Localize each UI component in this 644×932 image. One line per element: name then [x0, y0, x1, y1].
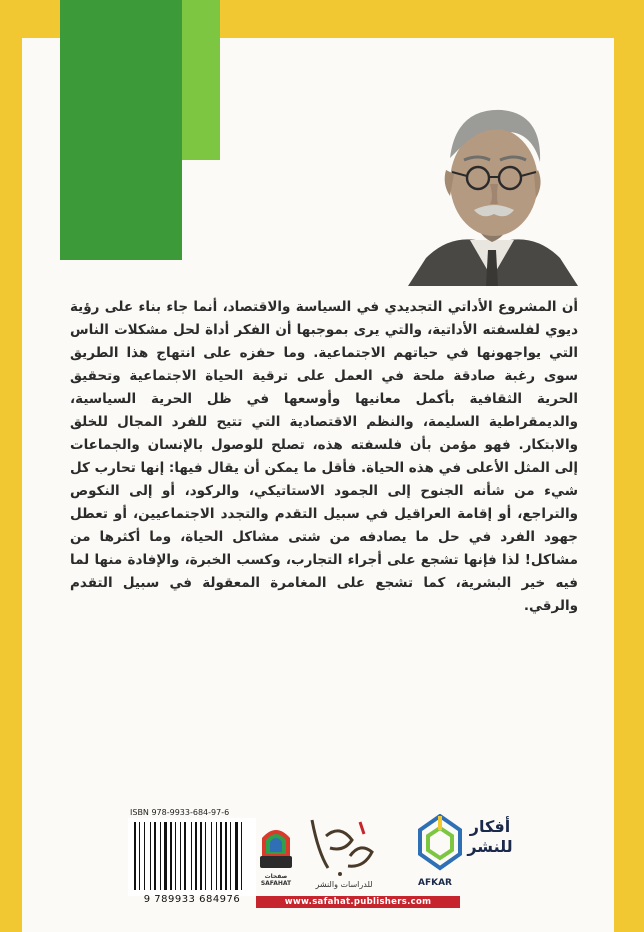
afkar-name: أفكار للنشر [467, 817, 513, 856]
barcode [128, 818, 256, 896]
safahat-logo-icon [256, 820, 296, 872]
safahat-caption [258, 873, 294, 887]
publisher-url[interactable]: www.safahat.publishers.com [256, 896, 460, 908]
green-band-dark [60, 0, 182, 260]
safahat-calligraphy-icon [300, 812, 386, 884]
safahat-caption-ar: صفحات [264, 873, 288, 880]
blurb-text: أن المشروع الأداتي التجديدي في السياسة والاقتصاد، أنما جاء بناء على رؤية ديوي لفلسفته الأداتية، والتي يرى بموجبها أن الفكر أداة لحل مشكلات الناس التي يواجهونها في حياتهم الاجتماعية. وما حفزه على انتهاج هذا الطريق سوى رغبة صادقة ملحة في العمل على ترقية الحياة الاجتماعية وتحقيق الحرية الثقافية بأكمل معانيها وأوسعها في ظل الحرية السياسية، والديمقراطية السليمة، والنظم الاقتصادية التي تتيح للفرد المجال للخلق والابتكار. فهو مؤمن بأن فلسفته هذه، تصلح للوصول بالإنسان والجماعات إلى المثل الأعلى في هذه الحياة. فأقل ما يمكن أن يقال فيها: إنها تحارب كل شيء من شأنه الجنوح إلى الجمود الاستاتيكي، والركود، أو إلى النكوص والتراجع، أو إقامة العراقيل في سبيل التقدم والتجدد الاجتماعيين، أو تعطل جهود الفرد في حل ما يصادفه من شتى مشاكل الحياة، وما أكثرها من مشاكل! لذا فإنها تشجع على أجراء التجارب، وكسب الخبرة، والإفادة منها لما فيه خير البشرية، كما تشجع على المغامرة المعقولة في سبيل التقدم والرقي. [70, 299, 578, 614]
afkar-latin: AFKAR [418, 878, 452, 888]
author-portrait [402, 100, 582, 286]
safahat-tagline: للدراسات والنشر [315, 880, 373, 889]
isbn-label: ISBN 978-9933-684-97-6 [130, 808, 230, 817]
safahat-caption-latin: SAFAHAT [260, 880, 292, 887]
barcode-digits: 9 789933 684976 [143, 894, 241, 905]
green-band-light [182, 0, 220, 160]
